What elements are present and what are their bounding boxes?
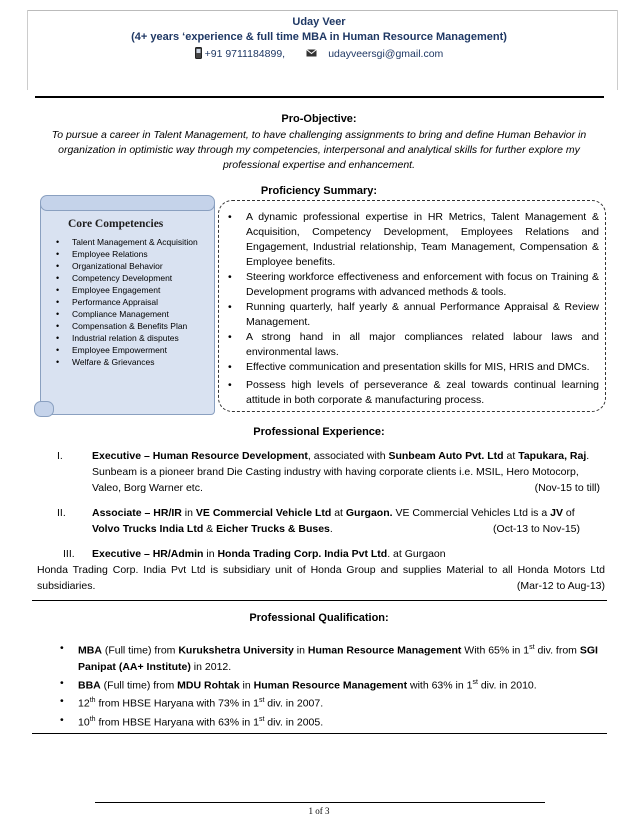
job-3-numeral: III. <box>63 548 75 560</box>
header-divider <box>35 96 604 98</box>
mba-e: in 2012. <box>190 660 232 673</box>
email-address: udayveersgi@gmail.com <box>328 48 444 60</box>
job-3-connector: in <box>203 548 218 560</box>
bba-degree: BBA <box>78 679 101 691</box>
experience-title: Professional Experience: <box>253 426 385 438</box>
list-item: • A dynamic professional expertise in HR Metrics, Talent Management & Acquisition, Competency Development, Employees Relations and Engagement, Industrial relationship, Team Management, Compensation & Employee benefits. <box>227 210 599 270</box>
job-1 <box>92 448 604 496</box>
qualification-mba <box>60 640 605 675</box>
tenth-b: from HBSE Haryana with 63% in 1 <box>95 716 259 728</box>
mba-d: div. from <box>534 644 580 657</box>
proficiency-summary-list <box>227 210 599 408</box>
list-item: • Effective communication and presentation skills for MIS, HRIS and DMCs. <box>227 360 599 375</box>
job-2-jv: JV <box>550 507 563 519</box>
email-icon <box>306 48 320 60</box>
header-top-border <box>27 10 617 11</box>
job-2-connector: in <box>181 507 196 519</box>
twelfth-a: 12 <box>78 697 90 710</box>
tenth-c: div. in 2005. <box>264 716 324 728</box>
proficiency-title: Proficiency Summary: <box>260 185 378 197</box>
tenth-sup1: th <box>89 715 96 723</box>
job-1-desc-text: Sunbeam is a pioneer brand Die Casting industry with having corporate clients i.e. MSIL, Hero Motocorp, Valeo, Borg Warner etc. <box>92 466 579 494</box>
candidate-name: Uday Veer <box>292 16 346 28</box>
job-2-company: VE Commercial Vehicle Ltd <box>195 507 332 519</box>
mba-c: With 65% in 1 <box>461 644 530 657</box>
job-1-at: at <box>503 450 519 462</box>
mba-sup: st <box>529 644 535 651</box>
job-1-location: Tapukara, Raj <box>518 450 587 462</box>
mba-a: (Full time) from <box>101 644 179 657</box>
job-2-numeral: II. <box>57 507 66 519</box>
job-2-heading <box>92 505 604 537</box>
phone-icon <box>195 48 205 60</box>
job-3-description <box>37 562 605 594</box>
job-1-company: Sunbeam Auto Pvt. Ltd <box>388 450 504 462</box>
bba-field: Human Resource Management <box>253 679 408 691</box>
objective-text: To pursue a career in Talent Management, to have challenging assignments to bring and define Human Behavior in organization in optimistic way through my competencies, interpersonal and analytical skills for further explore my professional expertise and enhancement. <box>51 129 587 171</box>
core-competencies-list <box>50 236 210 368</box>
experience-divider <box>32 600 607 601</box>
list-item: • Possess high levels of perseverance & zeal towards continual learning attitude in both corporate & manufacturing process. <box>227 378 599 408</box>
job-2-end: . <box>329 523 333 535</box>
job-1-heading <box>92 448 604 464</box>
list-item: • A strong hand in all major compliances related labour laws and environmental laws. <box>227 330 599 360</box>
job-1-end: . <box>586 450 590 462</box>
list-item: • Employee Relations <box>50 248 210 260</box>
phone-number: +91 9711184899, <box>204 48 286 60</box>
job-1-period: (Nov-15 to till) <box>534 482 600 494</box>
list-item: • Welfare & Grievances <box>50 356 210 368</box>
job-1-numeral: I. <box>57 450 63 462</box>
job-3-company: Honda Trading Corp. India Pvt Ltd <box>217 548 388 560</box>
bba-a: (Full time) from <box>100 679 178 691</box>
list-item: • Running quarterly, half yearly & annual Performance Appraisal & Review Management. <box>227 300 599 330</box>
job-2-at: at <box>331 507 346 519</box>
list-item: • Employee Empowerment <box>50 344 210 356</box>
job-1-role: Executive – Human Resource Development <box>92 450 308 462</box>
list-item: • Organizational Behavior <box>50 260 210 272</box>
job-2-eicher: Eicher Trucks & Buses <box>216 523 330 535</box>
qualification-12th <box>60 693 605 712</box>
mba-degree: MBA <box>78 644 102 657</box>
mba-institute: SGI Panipat (AA+ Institute) <box>78 644 598 673</box>
qualification-list <box>60 640 605 730</box>
job-3-role: Executive – HR/Admin <box>92 548 204 560</box>
job-2-desc: VE Commercial Vehicles Ltd is a <box>392 507 551 519</box>
contact-line <box>0 47 638 60</box>
list-item: • Performance Appraisal <box>50 296 210 308</box>
job-2-period: (Oct-13 to Nov-15) <box>493 523 580 535</box>
mba-university: Kurukshetra University <box>178 644 294 657</box>
list-item: • Employee Engagement <box>50 284 210 296</box>
twelfth-b: from HBSE Haryana with 73% in 1 <box>95 697 259 710</box>
page-number: 1 of 3 <box>308 806 330 816</box>
job-2-location: Gurgaon. <box>345 507 393 519</box>
bba-b: in <box>239 679 254 691</box>
job-3-desc-text: Honda Trading Corp. India Pvt Ltd is subsidiary unit of Honda Group and supplies Material to all Honda Motors Ltd subsidiaries. <box>37 564 605 592</box>
twelfth-sup2: st <box>258 697 265 704</box>
objective-title: Pro-Objective: <box>281 113 357 125</box>
list-item: • Compliance Management <box>50 308 210 320</box>
tenth-sup2: st <box>258 715 265 723</box>
core-competencies-title: Core Competencies <box>68 218 164 230</box>
tenth-a: 10 <box>78 716 90 728</box>
footer-rule <box>95 802 545 803</box>
list-item: • Steering workforce effectiveness and enforcement with focus on Training & Development programs with advanced methods & tools. <box>227 270 599 300</box>
job-2-volvo: Volvo Trucks India Ltd <box>92 523 204 535</box>
mba-field: Human Resource Management <box>307 644 462 657</box>
job-2-amp: & <box>203 523 217 535</box>
job-2 <box>92 505 604 537</box>
twelfth-sup1: th <box>89 697 96 704</box>
list-item: • Industrial relation & disputes <box>50 332 210 344</box>
bba-d: div. in 2010. <box>477 679 537 691</box>
bba-sup: st <box>472 678 478 686</box>
mba-b: in <box>293 644 308 657</box>
bba-university: MDU Rohtak <box>177 679 240 691</box>
list-item: • Compensation & Benefits Plan <box>50 320 210 332</box>
job-1-description <box>92 464 604 496</box>
bba-c: with 63% in 1 <box>407 679 473 691</box>
qualification-title: Professional Qualification: <box>249 612 389 624</box>
job-3-at: . at Gurgaon <box>387 548 446 560</box>
job-3-heading <box>92 546 604 562</box>
scroll-curl-top <box>40 195 215 211</box>
job-2-role: Associate – HR/IR <box>92 507 182 519</box>
qualification-10th <box>60 712 605 731</box>
qualification-bba <box>60 675 605 694</box>
scroll-curl-bottom <box>34 401 54 417</box>
job-2-of: of <box>562 507 575 519</box>
list-item: • Competency Development <box>50 272 210 284</box>
list-item: • Talent Management & Acquisition <box>50 236 210 248</box>
twelfth-c: div. in 2007. <box>264 697 324 710</box>
candidate-subtitle: (4+ years ‘experience & full time MBA in Human Resource Management) <box>131 31 507 43</box>
job-3-period: (Mar-12 to Aug-13) <box>516 580 605 592</box>
job-1-connector: , associated with <box>307 450 389 462</box>
bottom-divider <box>32 733 607 734</box>
